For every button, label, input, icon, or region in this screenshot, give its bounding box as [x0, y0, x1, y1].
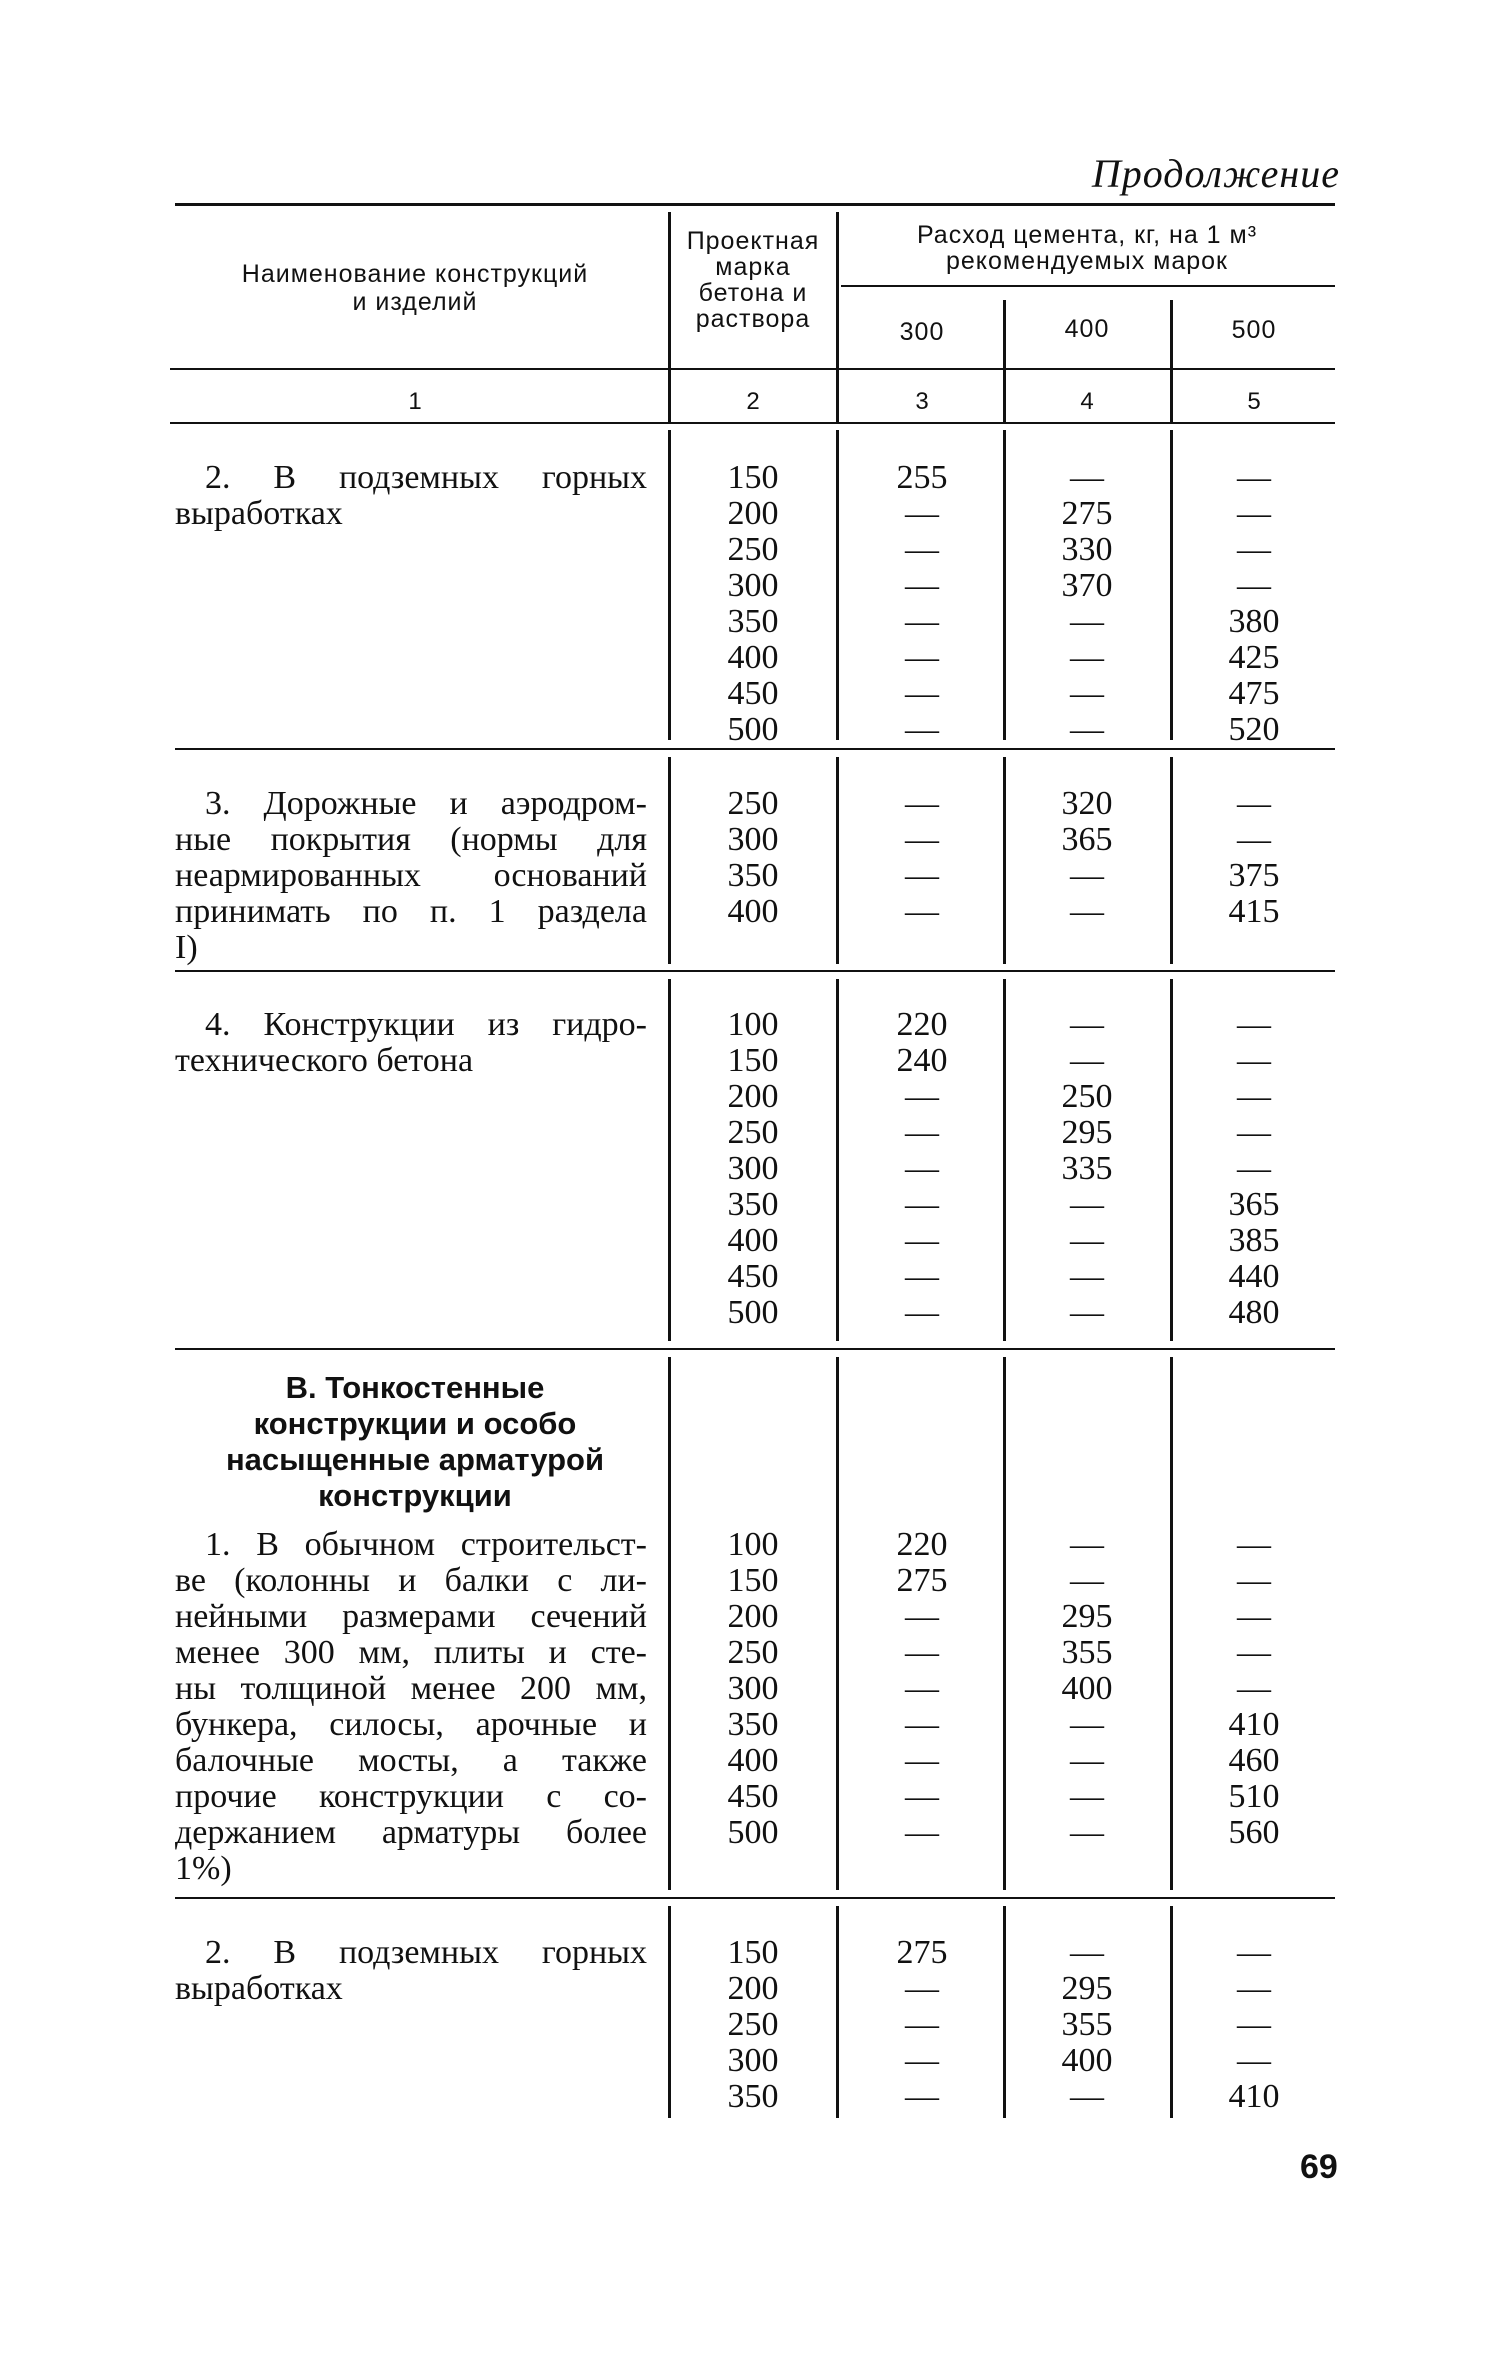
row-description: [175, 786, 647, 966]
cement-400-cell: —: [1070, 639, 1104, 676]
cement-300-cell: —: [905, 711, 939, 748]
grade-cell: 400: [727, 893, 779, 930]
row-separator-4: [175, 1897, 1335, 1899]
cement-500-cell: 440: [1228, 1258, 1280, 1295]
section-title-line4: конструкции: [318, 1478, 512, 1513]
section-b-title: [175, 1370, 655, 1514]
cement-400-cell: 355: [1061, 2006, 1113, 2043]
cement-500-cell: —: [1237, 459, 1271, 496]
grade-cell: 300: [727, 567, 779, 604]
grade-cell: 200: [727, 495, 779, 532]
header-divider-4: [1170, 300, 1173, 424]
cement-400-cell: 355: [1061, 1634, 1113, 1671]
header-col1-line2: и изделий: [352, 288, 478, 316]
header-col2-line2: марка: [715, 253, 791, 281]
header-group-line2: рекомендуемых марок: [946, 247, 1228, 275]
continuation-label: Продолжение: [1091, 151, 1340, 196]
cement-500-cell: 385: [1228, 1222, 1280, 1259]
cement-300-cell: —: [905, 1222, 939, 1259]
cement-500-cell: —: [1237, 1526, 1271, 1563]
cement-400-cell: —: [1070, 711, 1104, 748]
cement-400-cell: 400: [1061, 1670, 1113, 1707]
cement-500-cell: —: [1237, 1598, 1271, 1635]
description-line: держанием арматуры более: [175, 1814, 647, 1851]
col-rule: [1170, 1357, 1173, 1890]
cement-500-cell: —: [1237, 495, 1271, 532]
cement-300-cell: 220: [896, 1526, 948, 1563]
cement-400-cell: —: [1070, 1258, 1104, 1295]
header-col2: [672, 228, 834, 332]
cement-400-cell: 335: [1061, 1150, 1113, 1187]
section-title-line3: насыщенные арматурой: [225, 1442, 605, 1477]
section-title-line1: В. Тонкостенные: [285, 1370, 545, 1405]
grade-cell: 100: [727, 1006, 779, 1043]
cement-300-cell: —: [905, 2078, 939, 2115]
grade-cell: 400: [727, 1742, 779, 1779]
grade-cell: 350: [727, 603, 779, 640]
description-line: 2. В подземных горных: [205, 459, 647, 496]
col-rule: [1170, 1906, 1173, 2118]
cement-500-cell: 365: [1228, 1186, 1280, 1223]
cement-500-cell: —: [1237, 1934, 1271, 1971]
cement-300-cell: —: [905, 893, 939, 930]
cement-300-cell: 255: [896, 459, 948, 496]
header-group-line1: Расход цемента, кг, на 1 м³: [916, 221, 1258, 249]
cement-400-cell: 320: [1061, 785, 1113, 822]
cement-400-cell: —: [1070, 1294, 1104, 1331]
cement-400-cell: 275: [1061, 495, 1113, 532]
col-rule: [836, 979, 839, 1341]
grade-cell: 250: [727, 2006, 779, 2043]
cement-300-cell: —: [905, 1778, 939, 1815]
header-divider-2: [836, 212, 839, 424]
cement-400-cell: —: [1070, 1526, 1104, 1563]
col-rule: [1003, 757, 1006, 964]
cement-500-cell: —: [1237, 531, 1271, 568]
grade-cell: 350: [727, 1186, 779, 1223]
cement-300-cell: —: [905, 1970, 939, 2007]
description-line: выработках: [175, 1970, 343, 2007]
cement-400-cell: —: [1070, 1706, 1104, 1743]
description-line: неармированных оснований: [175, 857, 647, 894]
cement-400-cell: —: [1070, 1814, 1104, 1851]
cement-500-cell: 520: [1228, 711, 1280, 748]
grade-cell: 150: [727, 1562, 779, 1599]
cement-300-cell: —: [905, 639, 939, 676]
description-line: принимать по п. 1 раздела: [175, 893, 647, 930]
cement-500-cell: —: [1237, 785, 1271, 822]
cement-400-cell: 365: [1061, 821, 1113, 858]
description-line: нейными размерами сечений: [175, 1598, 647, 1635]
cement-400-cell: 295: [1061, 1970, 1113, 2007]
description-line: 1. В обычном строительст-: [205, 1526, 647, 1563]
cement-400-cell: —: [1070, 675, 1104, 712]
cement-500-cell: —: [1237, 1670, 1271, 1707]
header-divider-1: [668, 212, 671, 424]
grade-cell: 150: [727, 1042, 779, 1079]
cement-300-cell: —: [905, 2042, 939, 2079]
header-col2-line4: раствора: [695, 305, 811, 333]
cement-300-cell: —: [905, 495, 939, 532]
row-separator-1: [175, 748, 1335, 750]
cement-300-cell: —: [905, 821, 939, 858]
header-sub-400: 400: [1064, 315, 1110, 343]
col-rule: [668, 979, 671, 1341]
description-line: ны толщиной менее 200 мм,: [175, 1670, 647, 1707]
col-rule: [836, 1906, 839, 2118]
cement-500-cell: 480: [1228, 1294, 1280, 1331]
grade-cell: 400: [727, 1222, 779, 1259]
cement-400-cell: —: [1070, 1778, 1104, 1815]
column-number-2: 2: [746, 388, 760, 415]
grade-cell: 100: [727, 1526, 779, 1563]
cement-500-cell: —: [1237, 1042, 1271, 1079]
header-sub-500: 500: [1231, 316, 1277, 344]
grade-cell: 250: [727, 785, 779, 822]
cement-400-cell: 330: [1061, 531, 1113, 568]
cement-400-cell: 370: [1061, 567, 1113, 604]
grade-cell: 400: [727, 639, 779, 676]
cement-400-cell: —: [1070, 893, 1104, 930]
cement-300-cell: —: [905, 2006, 939, 2043]
col-rule: [1170, 430, 1173, 740]
cement-500-cell: —: [1237, 567, 1271, 604]
grade-cell: 350: [727, 857, 779, 894]
grade-cell: 500: [727, 1814, 779, 1851]
cement-400-cell: —: [1070, 1222, 1104, 1259]
grade-cell: 150: [727, 1934, 779, 1971]
grade-cell: 250: [727, 531, 779, 568]
cement-500-cell: —: [1237, 1634, 1271, 1671]
cement-300-cell: —: [905, 567, 939, 604]
col-rule: [836, 430, 839, 740]
group-underline: [841, 285, 1335, 287]
cement-500-cell: 415: [1228, 893, 1280, 930]
cement-300-cell: —: [905, 1598, 939, 1635]
column-number-3: 3: [915, 388, 929, 415]
column-number-4: 4: [1080, 388, 1094, 415]
header-col1-line1: Наименование конструкций: [241, 260, 589, 288]
grade-cell: 350: [727, 1706, 779, 1743]
cement-400-cell: —: [1070, 2078, 1104, 2115]
header-col2-line3: бетона и: [698, 279, 808, 307]
description-line: 2. В подземных горных: [205, 1934, 647, 1971]
cement-500-cell: 380: [1228, 603, 1280, 640]
col-rule: [668, 1357, 671, 1890]
cement-500-cell: 475: [1228, 675, 1280, 712]
cement-300-cell: —: [905, 1706, 939, 1743]
cement-300-cell: —: [905, 1294, 939, 1331]
cement-500-cell: —: [1237, 1114, 1271, 1151]
col-rule: [668, 430, 671, 740]
row-separator-3: [175, 1348, 1335, 1350]
grade-cell: 200: [727, 1598, 779, 1635]
cement-300-cell: —: [905, 1114, 939, 1151]
header-divider-3: [1003, 300, 1006, 424]
cement-300-cell: —: [905, 1634, 939, 1671]
row-description: [175, 1007, 647, 1079]
cement-500-cell: —: [1237, 1150, 1271, 1187]
description-line: балочные мосты, а также: [175, 1742, 647, 1779]
description-line: прочие конструкции с со-: [175, 1778, 647, 1815]
cement-300-cell: —: [905, 1742, 939, 1779]
cement-300-cell: —: [905, 1258, 939, 1295]
grade-cell: 250: [727, 1114, 779, 1151]
cement-400-cell: —: [1070, 1186, 1104, 1223]
header-col3-group: [842, 222, 1332, 274]
column-number-5: 5: [1247, 388, 1261, 415]
description-line: выработках: [175, 495, 343, 532]
cement-500-cell: 560: [1228, 1814, 1280, 1851]
cement-300-cell: 240: [896, 1042, 948, 1079]
cement-400-cell: —: [1070, 1006, 1104, 1043]
cement-300-cell: —: [905, 857, 939, 894]
row-description: [175, 1527, 647, 1887]
cement-300-cell: —: [905, 1078, 939, 1115]
header-col1: [175, 260, 655, 316]
grade-cell: 300: [727, 1150, 779, 1187]
grade-cell: 200: [727, 1970, 779, 2007]
col-rule: [1170, 979, 1173, 1341]
description-line: 4. Конструкции из гидро-: [205, 1006, 647, 1043]
cement-400-cell: —: [1070, 1934, 1104, 1971]
col-rule: [1170, 757, 1173, 964]
col-rule: [836, 1357, 839, 1890]
grade-cell: 200: [727, 1078, 779, 1115]
cement-500-cell: 410: [1228, 1706, 1280, 1743]
table-top-rule: [175, 203, 1335, 206]
description-line: 3. Дорожные и аэродром-: [205, 785, 647, 822]
cement-300-cell: 275: [896, 1562, 948, 1599]
grade-cell: 150: [727, 459, 779, 496]
cement-400-cell: —: [1070, 1562, 1104, 1599]
header-col2-line1: Проектная: [686, 227, 820, 255]
col-rule: [836, 757, 839, 964]
grade-cell: 500: [727, 711, 779, 748]
col-rule: [1003, 1357, 1006, 1890]
page-number: 69: [1300, 2148, 1338, 2186]
cement-500-cell: —: [1237, 2042, 1271, 2079]
description-line: технического бетона: [175, 1042, 474, 1079]
cement-400-cell: —: [1070, 857, 1104, 894]
cement-500-cell: —: [1237, 2006, 1271, 2043]
cement-500-cell: —: [1237, 1078, 1271, 1115]
cement-500-cell: 460: [1228, 1742, 1280, 1779]
cement-300-cell: —: [905, 1670, 939, 1707]
grade-cell: 450: [727, 1258, 779, 1295]
description-line: ные покрытия (нормы для: [175, 821, 647, 858]
row-separator-2: [175, 970, 1335, 972]
grade-cell: 350: [727, 2078, 779, 2115]
grade-cell: 300: [727, 1670, 779, 1707]
column-number-1: 1: [408, 388, 422, 415]
number-row-rule: [170, 422, 1335, 424]
cement-500-cell: 425: [1228, 639, 1280, 676]
cement-300-cell: 220: [896, 1006, 948, 1043]
description-line: I): [175, 929, 198, 966]
cement-300-cell: —: [905, 675, 939, 712]
header-sub-300: 300: [899, 318, 945, 346]
cement-400-cell: 250: [1061, 1078, 1113, 1115]
grade-cell: 250: [727, 1634, 779, 1671]
description-line: ве (колонны и балки с ли-: [175, 1562, 647, 1599]
description-line: бункера, силосы, арочные и: [175, 1706, 647, 1743]
cement-300-cell: —: [905, 1814, 939, 1851]
grade-cell: 500: [727, 1294, 779, 1331]
col-rule: [668, 757, 671, 964]
row-description: [175, 1935, 647, 2007]
grade-cell: 450: [727, 675, 779, 712]
section-title-line2: конструкции и особо: [253, 1406, 577, 1441]
cement-500-cell: —: [1237, 1562, 1271, 1599]
cement-500-cell: —: [1237, 821, 1271, 858]
cement-500-cell: —: [1237, 1970, 1271, 2007]
cement-400-cell: —: [1070, 603, 1104, 640]
col-rule: [1003, 430, 1006, 740]
cement-400-cell: —: [1070, 1742, 1104, 1779]
cement-400-cell: 400: [1061, 2042, 1113, 2079]
grade-cell: 300: [727, 2042, 779, 2079]
cement-400-cell: —: [1070, 1042, 1104, 1079]
cement-500-cell: 375: [1228, 857, 1280, 894]
cement-300-cell: —: [905, 531, 939, 568]
cement-500-cell: 510: [1228, 1778, 1280, 1815]
cement-400-cell: 295: [1061, 1598, 1113, 1635]
cement-300-cell: —: [905, 1150, 939, 1187]
cement-300-cell: —: [905, 785, 939, 822]
cement-400-cell: 295: [1061, 1114, 1113, 1151]
grade-cell: 450: [727, 1778, 779, 1815]
cement-300-cell: —: [905, 603, 939, 640]
description-line: 1%): [175, 1850, 232, 1887]
row-description: [175, 460, 647, 532]
cement-500-cell: —: [1237, 1006, 1271, 1043]
col-rule: [1003, 979, 1006, 1341]
cement-400-cell: —: [1070, 459, 1104, 496]
grade-cell: 300: [727, 821, 779, 858]
cement-500-cell: 410: [1228, 2078, 1280, 2115]
cement-300-cell: —: [905, 1186, 939, 1223]
description-line: менее 300 мм, плиты и сте-: [175, 1634, 647, 1671]
cement-300-cell: 275: [896, 1934, 948, 1971]
col-rule: [668, 1906, 671, 2118]
header-bottom-rule: [170, 368, 1335, 370]
col-rule: [1003, 1906, 1006, 2118]
